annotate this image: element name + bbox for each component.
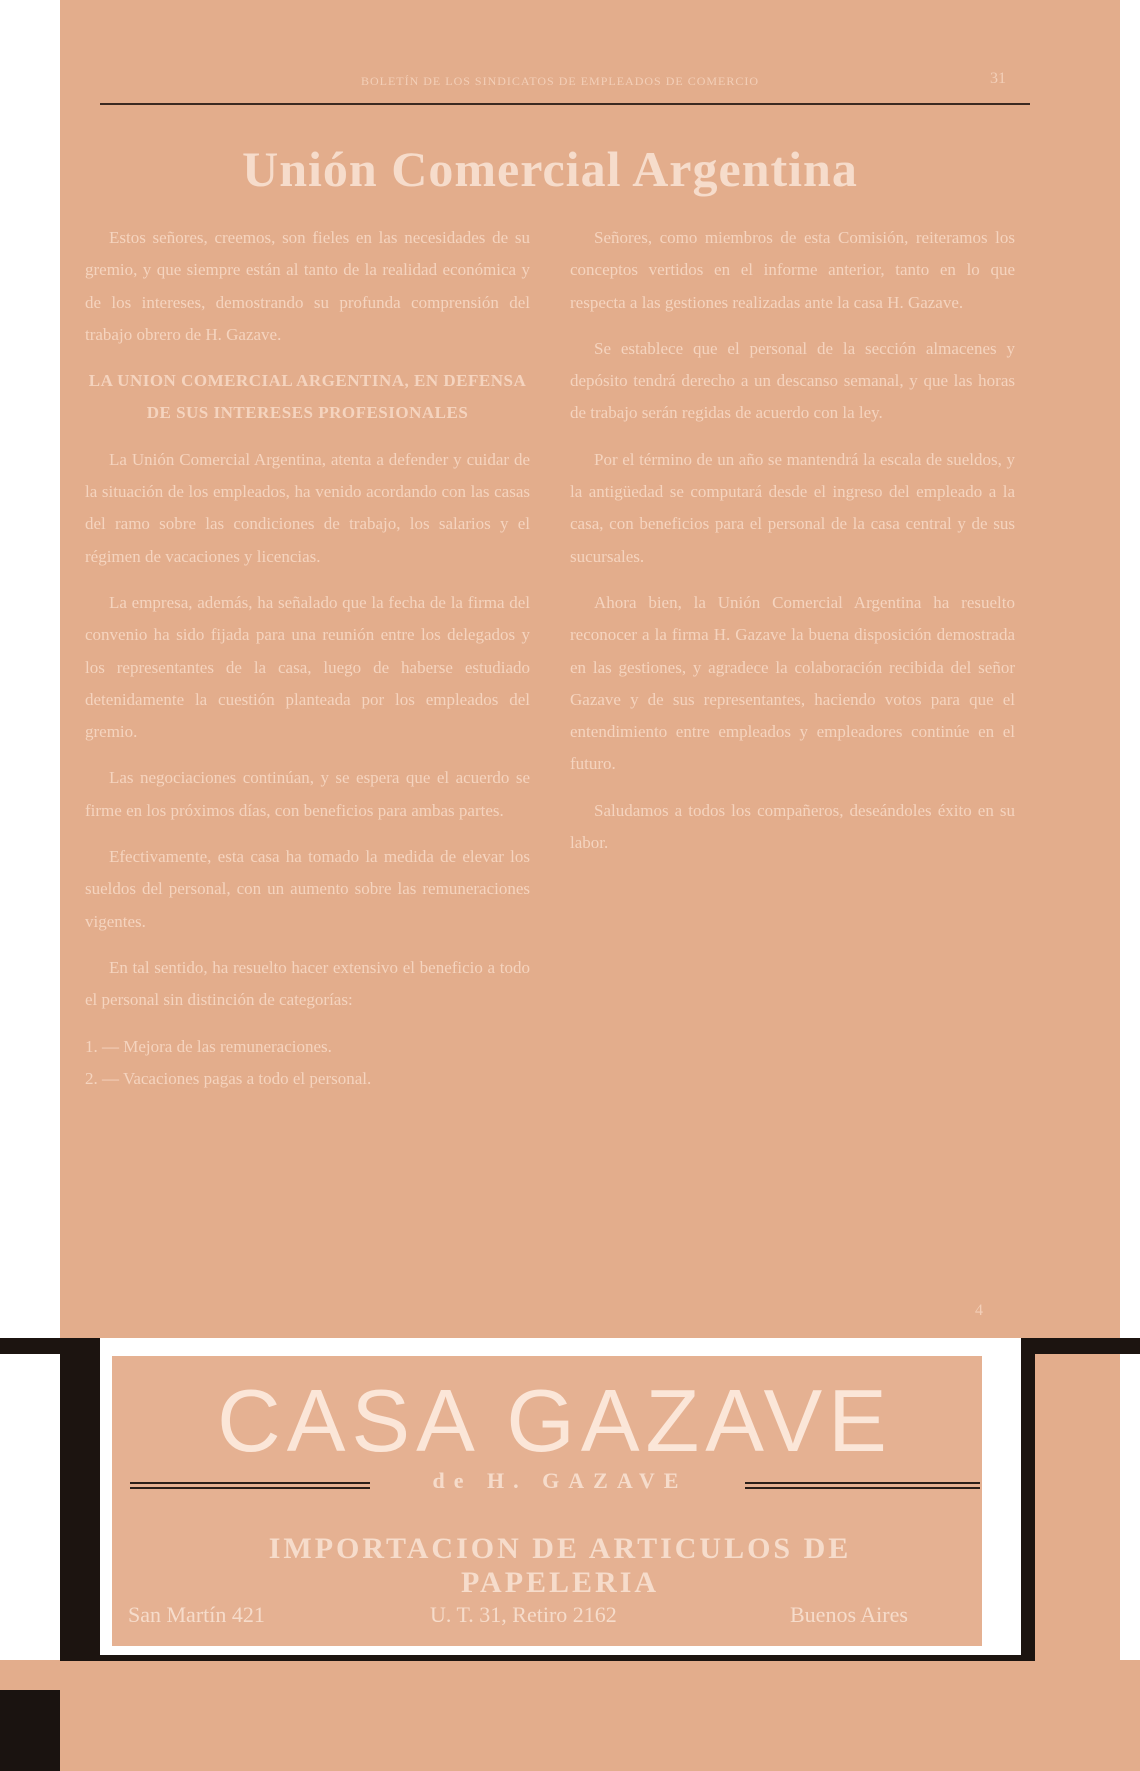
article-title: Unión Comercial Argentina <box>242 141 858 197</box>
ad-bottom-bar <box>60 1655 1035 1661</box>
paragraph: Saludamos a todos los compañeros, deseándoles éxito en su labor. <box>570 800 1015 853</box>
paragraph: Efectivamente, esta casa ha tomado la medida de elevar los sueldos del personal, con un aumento sobre las remuneraciones vigentes. <box>85 847 530 931</box>
page-paper-bottom <box>0 1660 1140 1771</box>
header-rule <box>100 103 1030 105</box>
end-mark: 4 <box>975 1302 983 1319</box>
article-right-column <box>570 222 1015 873</box>
paragraph: Por el término de un año se mantendrá la escala de sueldos, y la antigüedad se computará desde el ingreso del empleado a la casa, con beneficios para el personal de la casa central y de sus sucursales. <box>570 449 1015 566</box>
paragraph: En tal sentido, ha resuelto hacer extensivo el beneficio a todo el personal sin distinción de categorías: <box>85 957 530 1010</box>
ad-owner: de H. GAZAVE <box>432 1468 688 1493</box>
page-number: 31 <box>990 70 1006 87</box>
paragraph: Estos señores, creemos, son fieles en las necesidades de su gremio, y que siempre están al tanto de la realidad económica y de los intereses, demostrando su profunda comprensión del trabajo obrero de H. Gazave. <box>85 228 530 344</box>
paragraph: Señores, como miembros de esta Comisión, reiteramos los conceptos vertidos en el informe anterior, tanto en lo que respecta a las gestiones realizadas ante la casa H. Gazave. <box>570 228 1015 312</box>
paragraph: La empresa, además, ha señalado que la fecha de la firma del convenio ha sido fijada para una reunión entre los delegados y los representantes de la casa, luego de haberse estudiado detenidamente la cuestión planteada por los empleados del gremio. <box>85 592 530 742</box>
article-left-column <box>85 222 530 1095</box>
section-heading: LA UNION COMERCIAL ARGENTINA, EN DEFENSA DE SUS INTERESES PROFESIONALES <box>88 371 527 423</box>
paragraph: La Unión Comercial Argentina, atenta a defender y cuidar de la situación de los empleados, ha venido acordando con las casas del ramo sobre las condiciones de trabajo, los salarios y el régimen de vacaciones y licencias. <box>85 449 530 566</box>
list-item: 1. — Mejora de las remuneraciones. <box>85 1036 332 1056</box>
ad-rule-right <box>745 1482 980 1489</box>
list-item: 2. — Vacaciones pagas a todo el personal. <box>85 1068 372 1088</box>
scan-dark-edge <box>0 1690 60 1771</box>
ad-company-name: CASA GAZAVE <box>217 1371 893 1470</box>
ad-city: Buenos Aires <box>790 1602 908 1627</box>
paragraph: Ahora bien, la Unión Comercial Argentina ha resuelto reconocer a la firma H. Gazave la buena disposición demostrada en las gestiones, y agradece la colaboración recibida del señor Gazave y de sus representantes, haciendo votos para que el entendimiento entre empleados y empleadores continúe en el futuro. <box>570 592 1015 774</box>
ad-address: San Martín 421 <box>128 1602 265 1627</box>
paragraph: Se establece que el personal de la sección almacenes y depósito tendrá derecho a un descanso semanal, y que las horas de trabajo serán regidas de acuerdo con la ley. <box>570 338 1015 423</box>
ad-rule-left <box>130 1482 370 1489</box>
ad-business-line: IMPORTACION DE ARTICULOS DE PAPELERIA <box>268 1532 852 1599</box>
ad-phone: U. T. 31, Retiro 2162 <box>430 1602 617 1627</box>
paragraph: Las negociaciones continúan, y se espera que el acuerdo se firme en los próximos días, con beneficios para ambas partes. <box>85 768 530 820</box>
running-head: BOLETÍN DE LOS SINDICATOS DE EMPLEADOS DE COMERCIO <box>360 74 760 88</box>
